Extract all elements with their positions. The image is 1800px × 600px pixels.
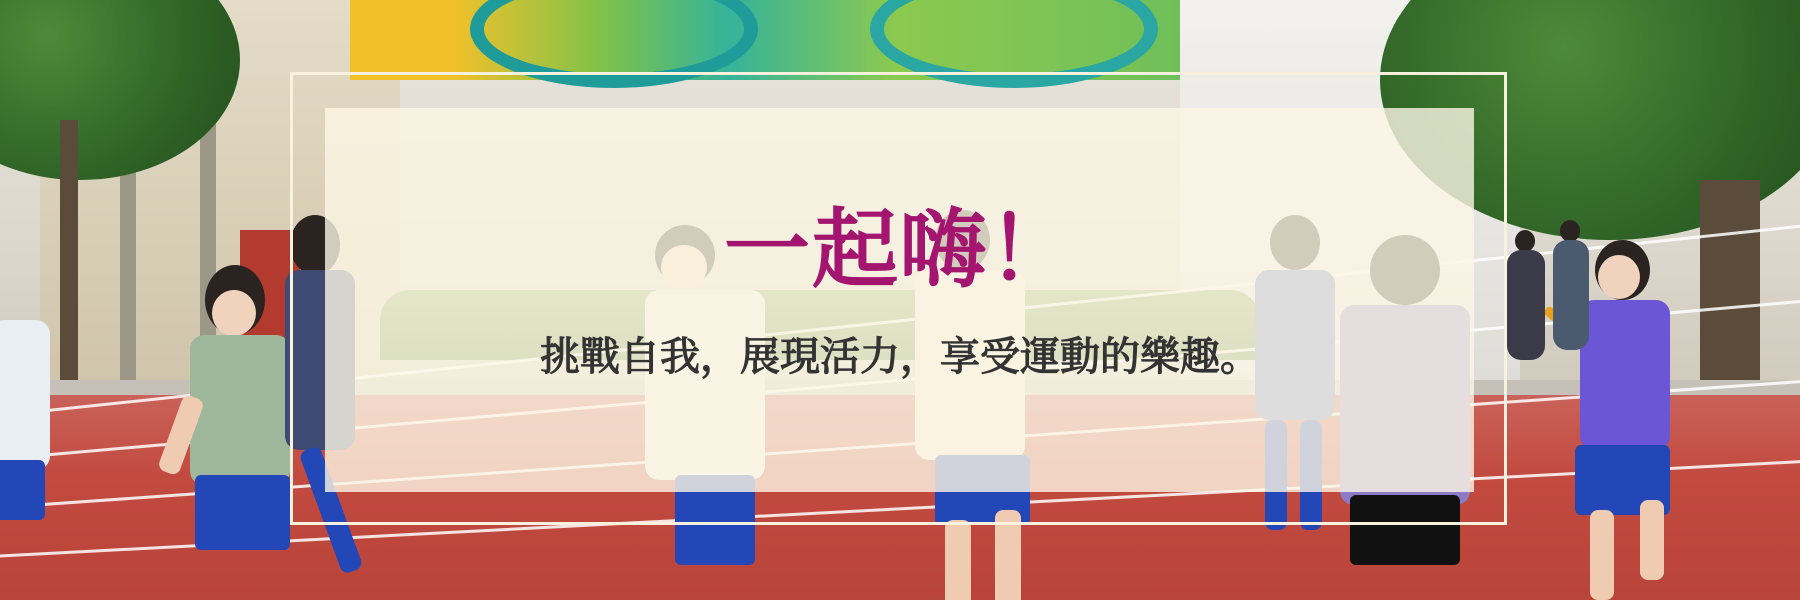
banner-subtitle: 挑戰自我，展現活力，享受運動的樂趣。 [540,334,1260,380]
banner-title: 一起嗨！ [724,200,1076,300]
wall-mural [350,0,1190,80]
text-panel [325,108,1474,492]
